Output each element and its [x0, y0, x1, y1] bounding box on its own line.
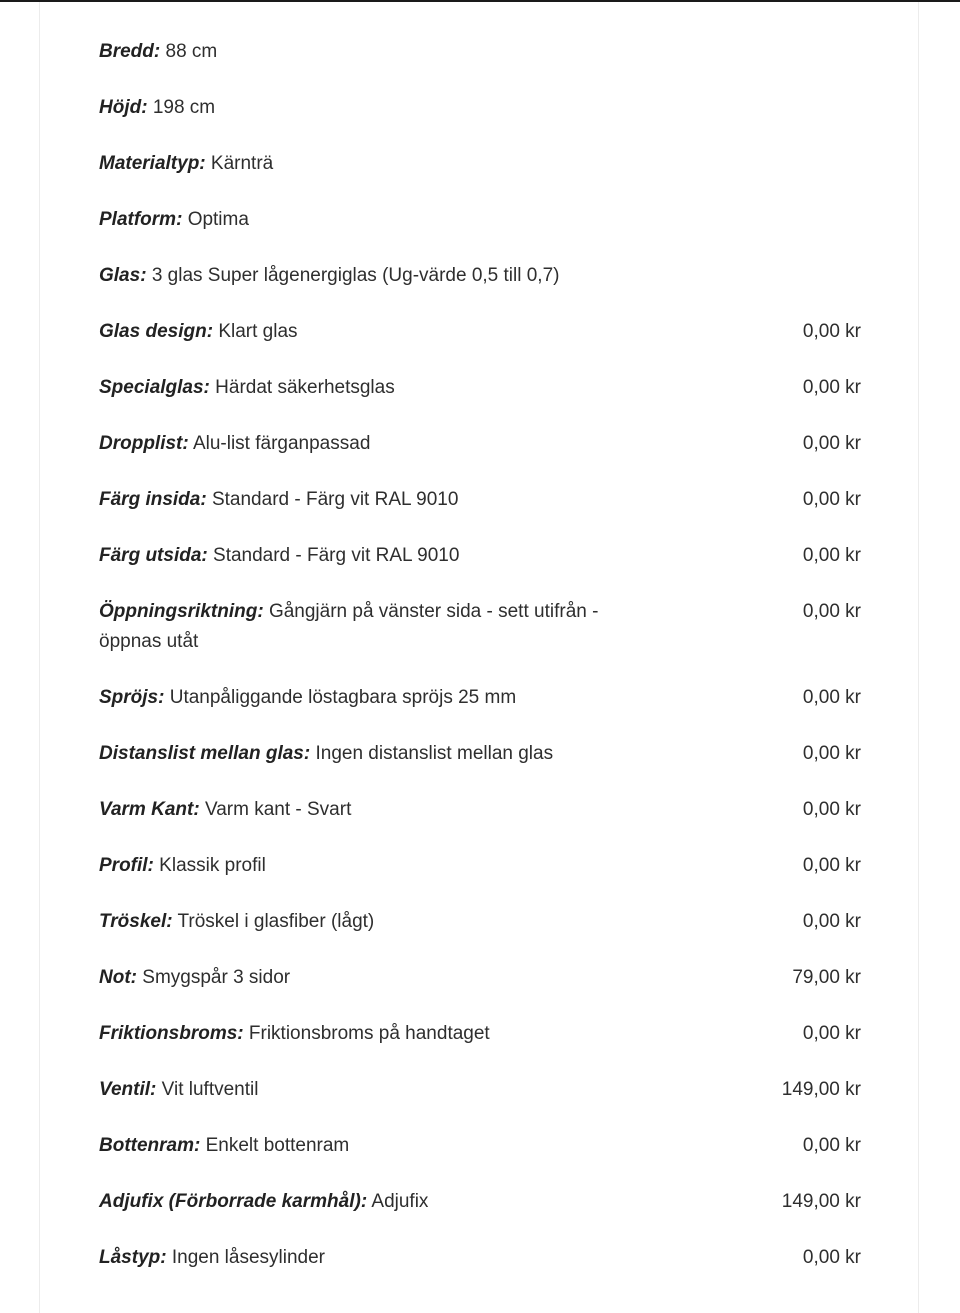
- spec-label: Friktionsbroms:: [99, 1023, 244, 1044]
- spec-text: [99, 37, 629, 67]
- spec-text: [99, 1019, 629, 1049]
- spec-text: [99, 485, 629, 515]
- spec-label: Distanslist mellan glas:: [99, 743, 311, 764]
- spec-label: Öppningsriktning:: [99, 601, 264, 622]
- spec-text: [99, 317, 629, 347]
- spec-text: [99, 683, 629, 713]
- spec-text: [99, 907, 629, 937]
- spec-value: Standard - Färg vit RAL 9010: [211, 489, 459, 510]
- spec-price: 0,00 kr: [802, 1135, 861, 1156]
- spec-text: [99, 149, 629, 179]
- spec-value: Gångjärn på vänster sida - sett utifrån - öppnas utåt: [99, 601, 599, 652]
- spec-price: 79,00 kr: [792, 967, 861, 988]
- spec-value: Adjufix: [371, 1191, 429, 1212]
- spec-label: Platform:: [99, 209, 183, 230]
- spec-text: [99, 429, 629, 459]
- spec-text: [99, 597, 629, 657]
- spec-text: [99, 93, 629, 123]
- spec-label: Ventil:: [99, 1079, 157, 1100]
- spec-value: Smygspår 3 sidor: [142, 967, 291, 988]
- spec-label: Specialglas:: [99, 377, 210, 398]
- spec-value: Enkelt bottenram: [205, 1135, 350, 1156]
- spec-price: 0,00 kr: [802, 545, 861, 566]
- spec-value: Alu-list färganpassad: [192, 433, 371, 454]
- spec-label: Bottenram:: [99, 1135, 201, 1156]
- spec-value: Friktionsbroms på handtaget: [248, 1023, 490, 1044]
- spec-value: Ingen låsesylinder: [171, 1247, 326, 1268]
- spec-value: Utanpåliggande löstagbara spröjs 25 mm: [169, 687, 517, 708]
- spec-text: [99, 541, 629, 571]
- spec-price: 0,00 kr: [802, 1247, 861, 1268]
- spec-label: Färg insida:: [99, 489, 207, 510]
- spec-value: Härdat säkerhetsglas: [215, 377, 395, 398]
- spec-label: Glas:: [99, 265, 147, 286]
- spec-value: 3 glas Super lågenergiglas (Ug-värde 0,5 till 0,7): [151, 265, 560, 286]
- spec-text: [99, 963, 629, 993]
- spec-label: Profil:: [99, 855, 154, 876]
- spec-value: Optima: [187, 209, 249, 230]
- content-panel: [39, 2, 919, 1313]
- spec-value: Vit luftventil: [161, 1079, 259, 1100]
- spec-text: [99, 795, 629, 825]
- spec-price: 149,00 kr: [781, 1079, 861, 1100]
- spec-price: 0,00 kr: [802, 1023, 861, 1044]
- spec-label: Not:: [99, 967, 137, 988]
- spec-label: Bredd:: [99, 41, 161, 62]
- spec-value: Klassik profil: [159, 855, 266, 876]
- spec-value: Klart glas: [218, 321, 298, 342]
- spec-price: 0,00 kr: [802, 489, 861, 510]
- spec-label: Höjd:: [99, 97, 148, 118]
- spec-text: [99, 1131, 629, 1161]
- spec-price: 0,00 kr: [802, 911, 861, 932]
- spec-price: 0,00 kr: [802, 377, 861, 398]
- spec-label: Färg utsida:: [99, 545, 208, 566]
- spec-text: [99, 739, 629, 769]
- spec-text: [99, 261, 629, 291]
- spec-label: Glas design:: [99, 321, 214, 342]
- spec-text: [99, 1075, 629, 1105]
- spec-price: 0,00 kr: [802, 743, 861, 764]
- spec-label: Dropplist:: [99, 433, 189, 454]
- spec-price: 0,00 kr: [802, 799, 861, 820]
- spec-label: Materialtyp:: [99, 153, 206, 174]
- spec-text: [99, 1187, 629, 1217]
- spec-label: Låstyp:: [99, 1247, 167, 1268]
- spec-price: 0,00 kr: [802, 687, 861, 708]
- spec-price: 0,00 kr: [802, 601, 861, 622]
- spec-value: Standard - Färg vit RAL 9010: [213, 545, 460, 566]
- spec-value: Tröskel i glasfiber (lågt): [177, 911, 375, 932]
- spec-value: Varm kant - Svart: [204, 799, 352, 820]
- spec-text: [99, 205, 629, 235]
- spec-value: Ingen distanslist mellan glas: [315, 743, 554, 764]
- spec-label: Spröjs:: [99, 687, 165, 708]
- spec-price: 0,00 kr: [802, 855, 861, 876]
- spec-value: 198 cm: [152, 97, 216, 118]
- spec-label: Adjufix (Förborrade karmhål):: [99, 1191, 368, 1212]
- spec-text: [99, 851, 629, 881]
- spec-price: 0,00 kr: [802, 433, 861, 454]
- spec-text: [99, 373, 629, 403]
- spec-label: Tröskel:: [99, 911, 173, 932]
- spec-value: 88 cm: [165, 41, 218, 62]
- spec-price: 149,00 kr: [781, 1191, 861, 1212]
- spec-text: [99, 1243, 629, 1273]
- spec-value: Kärnträ: [210, 153, 274, 174]
- spec-label: Varm Kant:: [99, 799, 200, 820]
- spec-price: 0,00 kr: [802, 321, 861, 342]
